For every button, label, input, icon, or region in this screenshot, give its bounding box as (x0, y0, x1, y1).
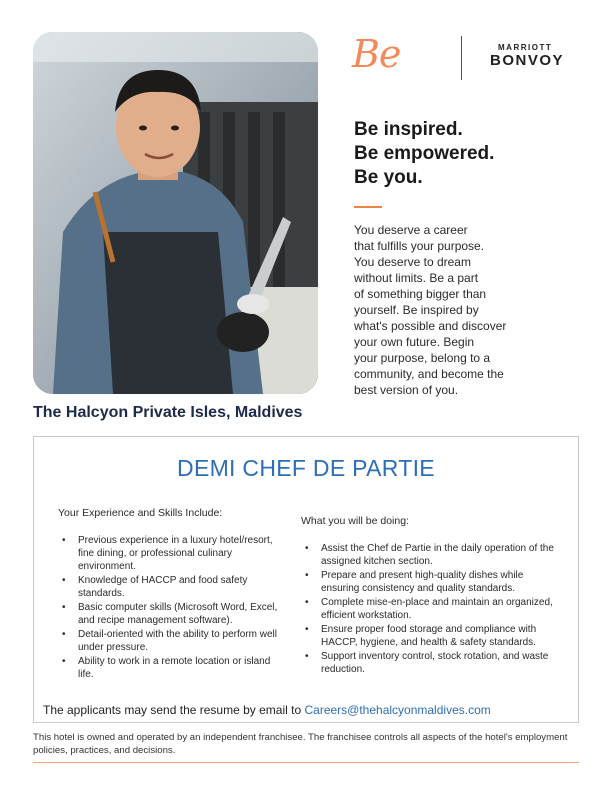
hotel-location: The Halcyon Private Isles, Maldives (33, 404, 303, 421)
list-item: • Assist the Chef de Partie in the daily operation of the assigned kitchen section. (301, 542, 561, 568)
tagline-line: Be you. (354, 167, 423, 188)
list-item: • Previous experience in a luxury hotel/resort, fine dining, or professional culinary environment. (58, 534, 283, 573)
experience-heading: Your Experience and Skills Include: (58, 507, 223, 519)
job-posting-box (33, 436, 579, 723)
duties-heading: What you will be doing: (301, 515, 409, 527)
chef-photo (33, 32, 318, 394)
list-item: • Ability to work in a remote location or island life. (58, 655, 283, 681)
experience-list (58, 534, 283, 681)
tagline-line: Be empowered. (354, 143, 495, 164)
list-item: • Detail-oriented with the ability to perform well under pressure. (58, 628, 283, 654)
franchise-disclaimer: This hotel is owned and operated by an independent franchisee. The franchisee controls all aspects of the hotel's employment policies, practices, and decisions. (33, 732, 568, 756)
intro-line: your own future. Begin (354, 335, 475, 349)
list-item: • Knowledge of HACCP and food safety standards. (58, 574, 283, 600)
list-item: • Support inventory control, stock rotation, and waste reduction. (301, 650, 561, 676)
experience-column (58, 507, 283, 682)
footer-divider (33, 762, 579, 763)
intro-paragraph (354, 222, 554, 398)
apply-instructions (43, 703, 491, 717)
be-logo: Be (352, 32, 401, 76)
intro-line: yourself. Be inspired by (354, 303, 479, 317)
intro-line: of something bigger than (354, 287, 487, 301)
list-item: • Basic computer skills (Microsoft Word, Excel, and recipe management software). (58, 601, 283, 627)
intro-line: You deserve to dream (354, 255, 471, 269)
list-item: • Ensure proper food storage and compliance with HACCP, hygiene, and health & safety standards. (301, 623, 561, 649)
intro-line: community, and become the (354, 367, 504, 381)
intro-line: your purpose, belong to a (354, 351, 491, 365)
duties-list (301, 542, 561, 676)
intro-line: You deserve a career (354, 223, 468, 237)
logo-divider (461, 36, 462, 80)
brand-logo (350, 30, 590, 86)
intro-line: what's possible and discover (354, 319, 507, 333)
apply-text: The applicants may send the resume by email to (43, 703, 302, 717)
tagline (354, 118, 494, 190)
intro-line: that fulfills your purpose. (354, 239, 485, 253)
intro-line: without limits. Be a part (354, 271, 479, 285)
bonvoy-wordmark: BONVOY (490, 52, 565, 69)
marriott-wordmark: MARRIOTT (498, 43, 553, 52)
accent-divider (354, 206, 382, 208)
duties-column (301, 515, 561, 677)
tagline-line: Be inspired. (354, 119, 463, 140)
job-title: DEMI CHEF DE PARTIE (177, 455, 435, 481)
apply-email-link[interactable]: Careers@thehalcyonmaldives.com (304, 703, 491, 717)
list-item: • Complete mise-en-place and maintain an organized, efficient workstation. (301, 596, 561, 622)
intro-line: best version of you. (354, 383, 459, 397)
list-item: • Prepare and present high-quality dishes while ensuring consistency and quality standards. (301, 569, 561, 595)
